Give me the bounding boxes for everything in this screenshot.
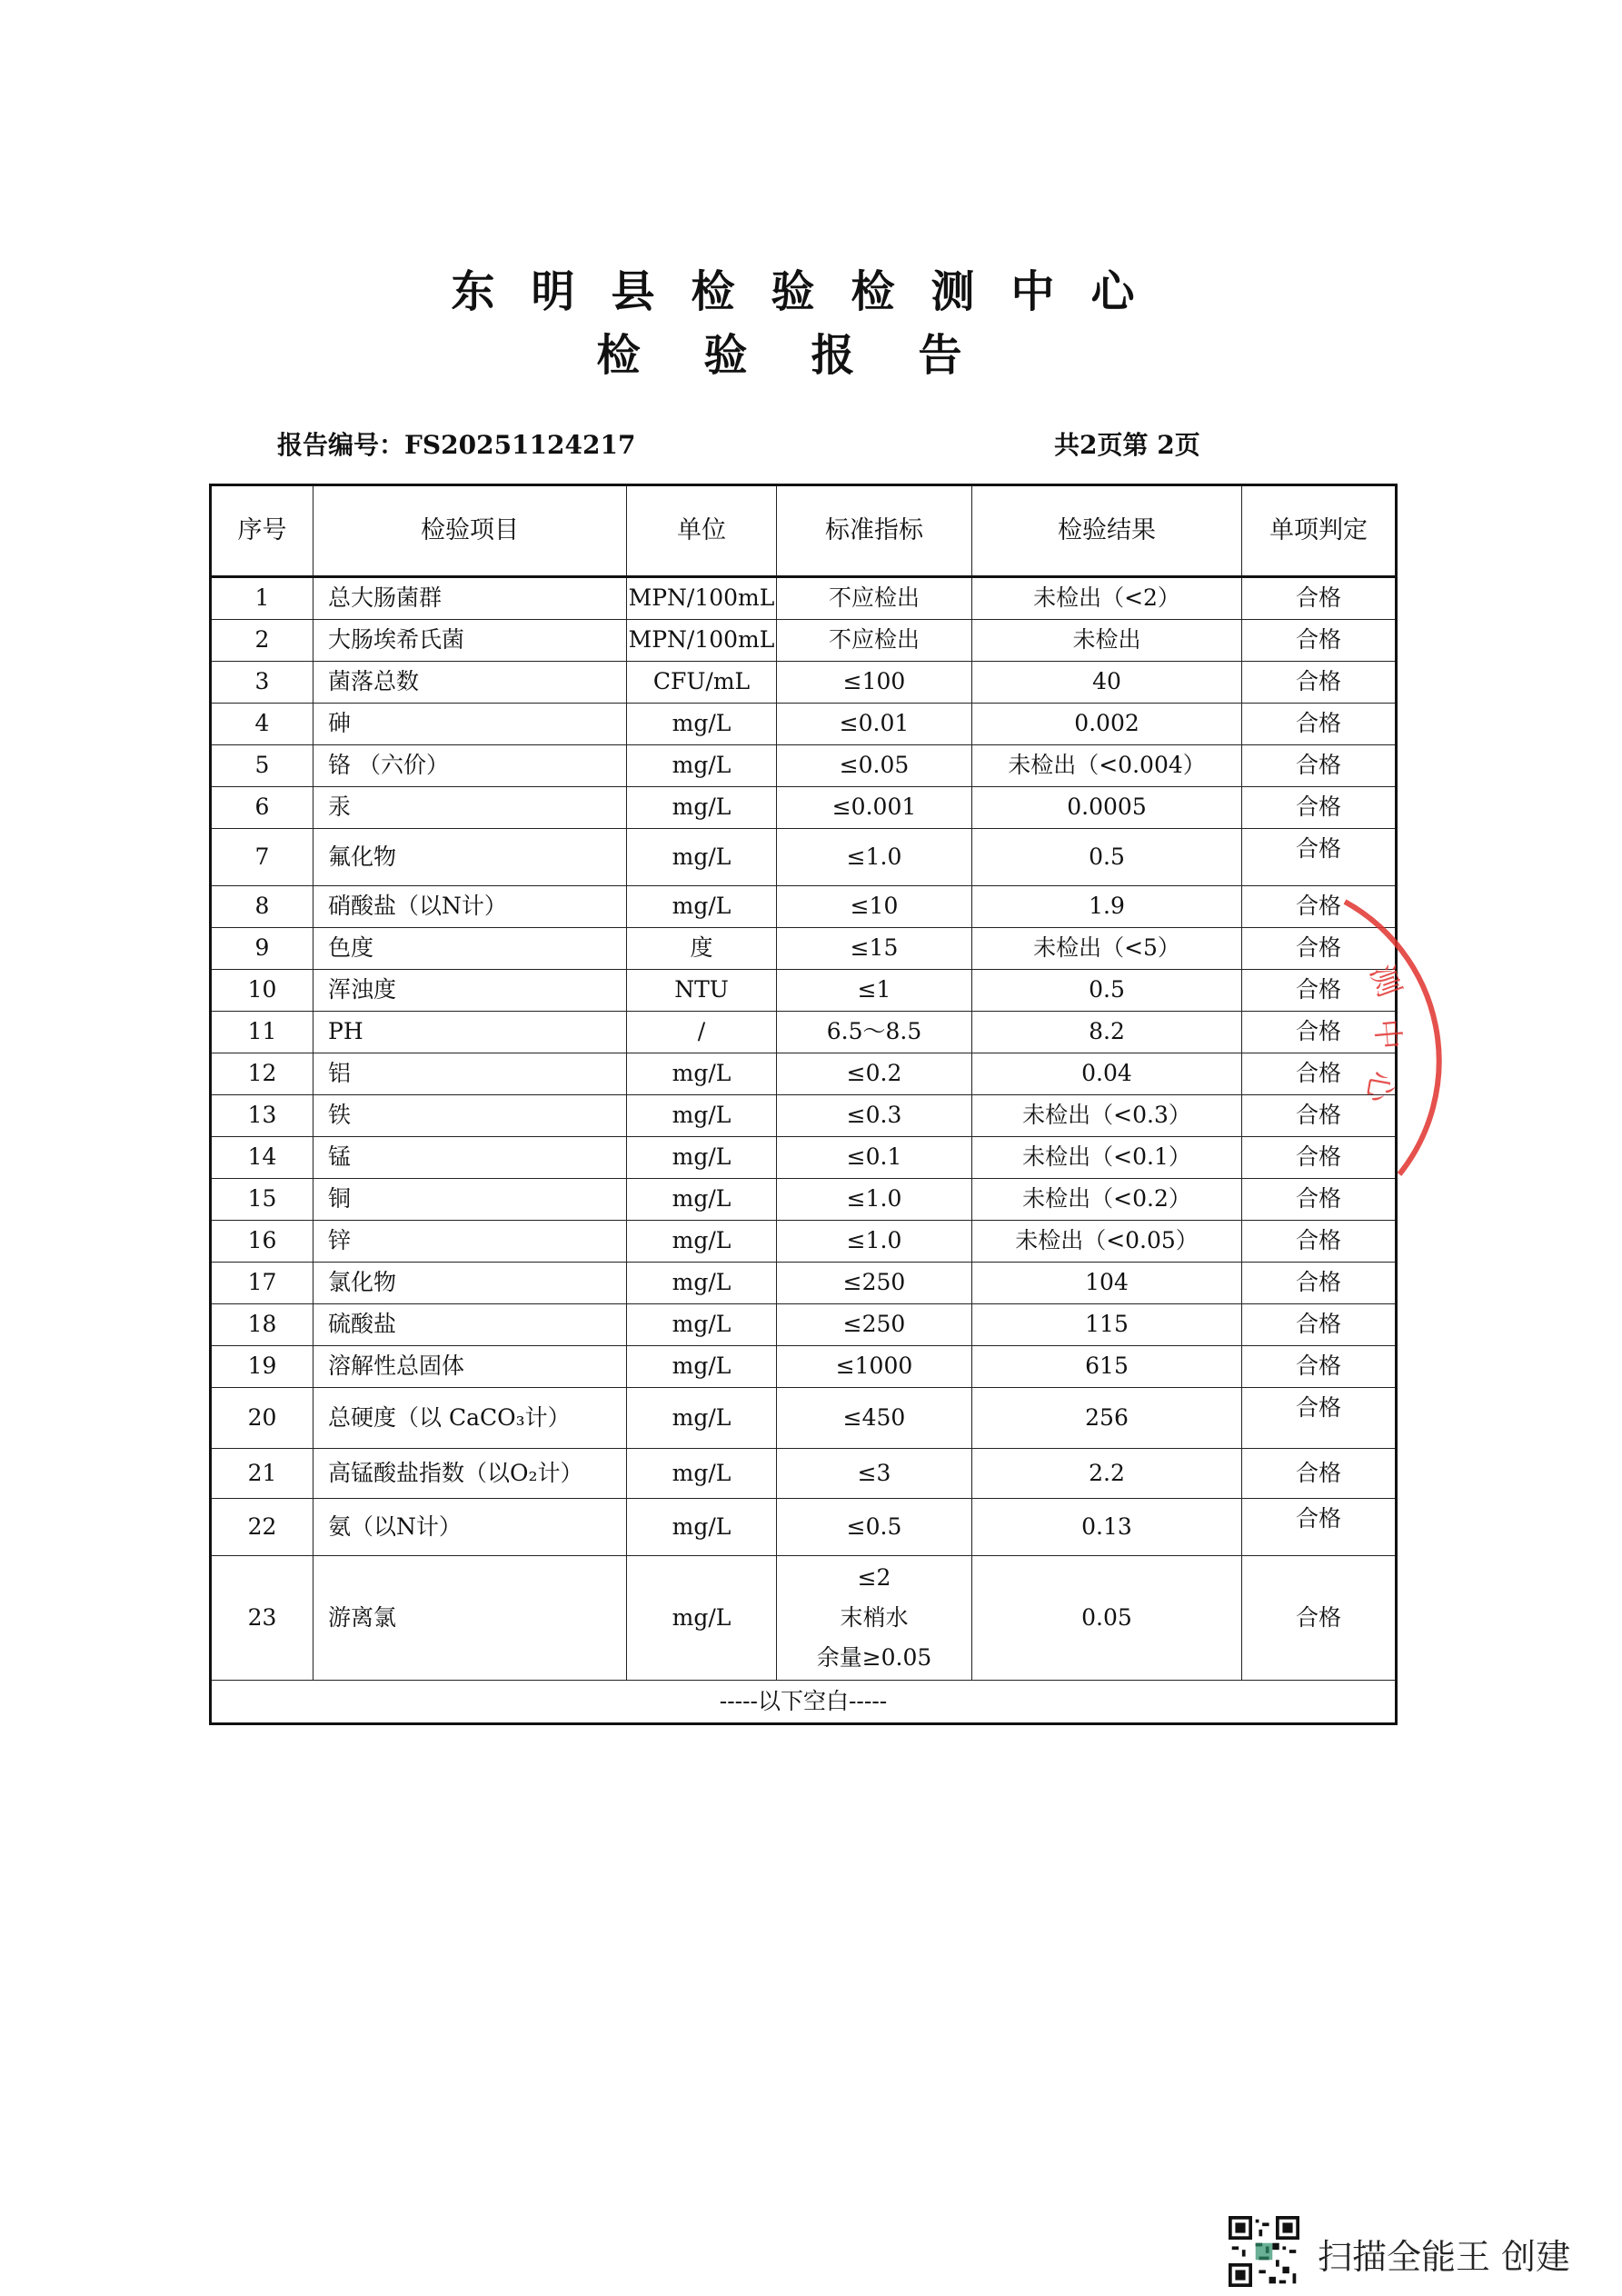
svg-text:心: 心 — [1358, 1068, 1400, 1105]
table-row — [211, 928, 1397, 970]
cell-unit: mg/L — [627, 829, 777, 886]
cell-judgement: 合格 — [1242, 1012, 1397, 1053]
cell-judgement: 合格 — [1242, 1179, 1397, 1221]
cell-unit: mg/L — [627, 1449, 777, 1499]
cell-no: 4 — [211, 704, 313, 745]
cell-unit: mg/L — [627, 1179, 777, 1221]
cell-result: 未检出 — [972, 620, 1242, 662]
cell-standard: ≤0.01 — [777, 704, 972, 745]
cell-standard: ≤0.05 — [777, 745, 972, 787]
table-row — [211, 1449, 1397, 1499]
cell-item: 砷 — [313, 704, 627, 745]
cell-no: 7 — [211, 829, 313, 886]
cell-no: 19 — [211, 1346, 313, 1388]
cell-unit: MPN/100mL — [627, 577, 777, 620]
cell-result: 0.05 — [972, 1556, 1242, 1681]
table-row — [211, 1346, 1397, 1388]
cell-no: 23 — [211, 1556, 313, 1681]
cell-item: 氟化物 — [313, 829, 627, 886]
cell-result: 615 — [972, 1346, 1242, 1388]
standard-line: 余量≥0.05 — [816, 1644, 932, 1671]
cell-standard: 不应检出 — [777, 577, 972, 620]
report-number-value: FS20251124217 — [404, 430, 636, 460]
cell-result: 8.2 — [972, 1012, 1242, 1053]
standard-line: ≤2 — [857, 1564, 891, 1591]
cell-result: 未检出（<0.004） — [972, 745, 1242, 787]
cell-result: 未检出（<0.1） — [972, 1137, 1242, 1179]
cell-item: 氯化物 — [313, 1263, 627, 1304]
cell-no: 2 — [211, 620, 313, 662]
inspection-table — [209, 484, 1398, 1725]
table-row — [211, 970, 1397, 1012]
cell-no: 3 — [211, 662, 313, 704]
doc-title: 检验报告 — [596, 330, 1026, 381]
cell-standard: ≤0.3 — [777, 1095, 972, 1137]
cell-judgement: 合格 — [1242, 787, 1397, 829]
cell-result: 0.13 — [972, 1499, 1242, 1556]
table-row — [211, 1263, 1397, 1304]
cell-result: 104 — [972, 1263, 1242, 1304]
header-no: 序号 — [211, 485, 313, 577]
cell-result: 0.0005 — [972, 787, 1242, 829]
cell-unit: mg/L — [627, 1053, 777, 1095]
cell-result: 256 — [972, 1388, 1242, 1449]
cell-no: 6 — [211, 787, 313, 829]
cell-judgement: 合格 — [1242, 829, 1397, 886]
page-info: 共2页第 2页 — [1054, 430, 1200, 460]
cell-judgement: 合格 — [1242, 620, 1397, 662]
cell-judgement: 合格 — [1242, 970, 1397, 1012]
cell-no: 21 — [211, 1449, 313, 1499]
cell-item: 硫酸盐 — [313, 1304, 627, 1346]
cell-standard: ≤0.1 — [777, 1137, 972, 1179]
cell-unit: mg/L — [627, 1304, 777, 1346]
table-row — [211, 1053, 1397, 1095]
cell-standard: ≤1000 — [777, 1346, 972, 1388]
cell-standard: ≤1.0 — [777, 1221, 972, 1263]
cell-judgement: 合格 — [1242, 1221, 1397, 1263]
cell-no: 16 — [211, 1221, 313, 1263]
cell-judgement: 合格 — [1242, 1556, 1397, 1681]
cell-judgement: 合格 — [1242, 1304, 1397, 1346]
cell-unit: MPN/100mL — [627, 620, 777, 662]
cell-unit: CFU/mL — [627, 662, 777, 704]
cell-no: 10 — [211, 970, 313, 1012]
cell-judgement: 合格 — [1242, 928, 1397, 970]
cell-no: 22 — [211, 1499, 313, 1556]
cell-result: 1.9 — [972, 886, 1242, 928]
cell-standard: ≤1.0 — [777, 829, 972, 886]
table-row — [211, 1221, 1397, 1263]
table-row — [211, 704, 1397, 745]
cell-item: 总大肠菌群 — [313, 577, 627, 620]
cell-item: 菌落总数 — [313, 662, 627, 704]
official-seal — [1336, 883, 1518, 1193]
cell-unit: / — [627, 1012, 777, 1053]
cell-result: 未检出（<0.3） — [972, 1095, 1242, 1137]
cell-item: 硝酸盐（以N计） — [313, 886, 627, 928]
cell-result: 未检出（<5） — [972, 928, 1242, 970]
cell-unit: mg/L — [627, 1137, 777, 1179]
cell-judgement: 合格 — [1242, 1449, 1397, 1499]
org-name: 东明县检验检测中心 — [451, 266, 1171, 317]
cell-result: 2.2 — [972, 1449, 1242, 1499]
cell-item: PH — [313, 1012, 627, 1053]
svg-text:测: 测 — [1362, 960, 1408, 1003]
cell-no: 5 — [211, 745, 313, 787]
cell-result: 未检出（<0.2） — [972, 1179, 1242, 1221]
table-row — [211, 1304, 1397, 1346]
cell-result: 0.5 — [972, 970, 1242, 1012]
cell-item: 锰 — [313, 1137, 627, 1179]
table-row — [211, 886, 1397, 928]
table-body — [211, 577, 1397, 1681]
cell-no: 12 — [211, 1053, 313, 1095]
cell-item: 总硬度（以 CaCO₃计） — [313, 1388, 627, 1449]
cell-result: 未检出（<0.05） — [972, 1221, 1242, 1263]
table-row — [211, 829, 1397, 886]
cell-standard: ≤450 — [777, 1388, 972, 1449]
cell-judgement: 合格 — [1242, 1346, 1397, 1388]
cell-result: 0.5 — [972, 829, 1242, 886]
cell-judgement: 合格 — [1242, 662, 1397, 704]
cell-unit: mg/L — [627, 1095, 777, 1137]
header-item: 检验项目 — [313, 485, 627, 577]
cell-unit: mg/L — [627, 787, 777, 829]
cell-item: 铁 — [313, 1095, 627, 1137]
cell-item: 色度 — [313, 928, 627, 970]
table-row — [211, 745, 1397, 787]
cell-no: 8 — [211, 886, 313, 928]
table-row — [211, 620, 1397, 662]
table-row — [211, 1499, 1397, 1556]
cell-no: 15 — [211, 1179, 313, 1221]
table-row — [211, 1179, 1397, 1221]
scanner-watermark: 扫描全能王 创建 — [1318, 2237, 1571, 2277]
cell-item: 浑浊度 — [313, 970, 627, 1012]
cell-standard: ≤0.5 — [777, 1499, 972, 1556]
cell-standard: ≤250 — [777, 1263, 972, 1304]
cell-no: 9 — [211, 928, 313, 970]
header-result: 检验结果 — [972, 485, 1242, 577]
cell-no: 20 — [211, 1388, 313, 1449]
cell-no: 11 — [211, 1012, 313, 1053]
cell-no: 18 — [211, 1304, 313, 1346]
table-row — [211, 577, 1397, 620]
report-number — [277, 425, 635, 462]
cell-judgement: 合格 — [1242, 1388, 1397, 1449]
table-row — [211, 662, 1397, 704]
cell-standard: 不应检出 — [777, 620, 972, 662]
header-standard: 标准指标 — [777, 485, 972, 577]
cell-unit: mg/L — [627, 886, 777, 928]
cell-item: 高锰酸盐指数（以O₂计） — [313, 1449, 627, 1499]
cell-judgement: 合格 — [1242, 577, 1397, 620]
cell-no: 13 — [211, 1095, 313, 1137]
cell-judgement: 合格 — [1242, 1499, 1397, 1556]
cell-item: 氨（以N计） — [313, 1499, 627, 1556]
table-row — [211, 1556, 1397, 1681]
cell-standard: ≤1.0 — [777, 1179, 972, 1221]
cell-judgement: 合格 — [1242, 1095, 1397, 1137]
header-judgement: 单项判定 — [1242, 485, 1397, 577]
cell-result: 未检出（<2） — [972, 577, 1242, 620]
cell-item: 汞 — [313, 787, 627, 829]
cell-judgement: 合格 — [1242, 886, 1397, 928]
cell-judgement: 合格 — [1242, 745, 1397, 787]
cell-unit: NTU — [627, 970, 777, 1012]
cell-unit: mg/L — [627, 745, 777, 787]
cell-unit: mg/L — [627, 1556, 777, 1681]
cell-no: 1 — [211, 577, 313, 620]
standard-line: 末梢水 — [840, 1604, 909, 1631]
cell-standard: ≤15 — [777, 928, 972, 970]
cell-standard: 6.5～8.5 — [777, 1012, 972, 1053]
cell-item: 溶解性总固体 — [313, 1346, 627, 1388]
cell-item: 大肠埃希氏菌 — [313, 620, 627, 662]
cell-result: 0.04 — [972, 1053, 1242, 1095]
cell-standard: ≤100 — [777, 662, 972, 704]
table-footer-text: -----以下空白----- — [211, 1681, 1397, 1724]
cell-unit: mg/L — [627, 1221, 777, 1263]
cell-no: 17 — [211, 1263, 313, 1304]
svg-text:中: 中 — [1368, 1017, 1407, 1052]
cell-standard — [777, 1556, 972, 1681]
cell-standard: ≤3 — [777, 1449, 972, 1499]
qr-code-icon — [1229, 2216, 1299, 2287]
cell-judgement: 合格 — [1242, 1053, 1397, 1095]
cell-result: 40 — [972, 662, 1242, 704]
table-row — [211, 1388, 1397, 1449]
table-header-row — [211, 485, 1397, 577]
cell-unit: mg/L — [627, 1499, 777, 1556]
cell-unit: mg/L — [627, 704, 777, 745]
cell-item: 铝 — [313, 1053, 627, 1095]
table-row — [211, 787, 1397, 829]
table-row — [211, 1012, 1397, 1053]
cell-standard: ≤0.2 — [777, 1053, 972, 1095]
cell-unit: mg/L — [627, 1263, 777, 1304]
cell-standard: ≤250 — [777, 1304, 972, 1346]
cell-no: 14 — [211, 1137, 313, 1179]
cell-judgement: 合格 — [1242, 1137, 1397, 1179]
cell-result: 0.002 — [972, 704, 1242, 745]
cell-item: 锌 — [313, 1221, 627, 1263]
cell-item: 铬 （六价） — [313, 745, 627, 787]
header-unit: 单位 — [627, 485, 777, 577]
cell-standard: ≤0.001 — [777, 787, 972, 829]
cell-unit: mg/L — [627, 1346, 777, 1388]
cell-item: 铜 — [313, 1179, 627, 1221]
cell-result: 115 — [972, 1304, 1242, 1346]
cell-item: 游离氯 — [313, 1556, 627, 1681]
table-footer-row — [211, 1681, 1397, 1724]
cell-judgement: 合格 — [1242, 1263, 1397, 1304]
cell-standard: ≤10 — [777, 886, 972, 928]
table-row — [211, 1095, 1397, 1137]
table-row — [211, 1137, 1397, 1179]
cell-standard: ≤1 — [777, 970, 972, 1012]
cell-judgement: 合格 — [1242, 704, 1397, 745]
cell-unit: 度 — [627, 928, 777, 970]
report-number-label: 报告编号： — [277, 430, 405, 460]
cell-unit: mg/L — [627, 1388, 777, 1449]
